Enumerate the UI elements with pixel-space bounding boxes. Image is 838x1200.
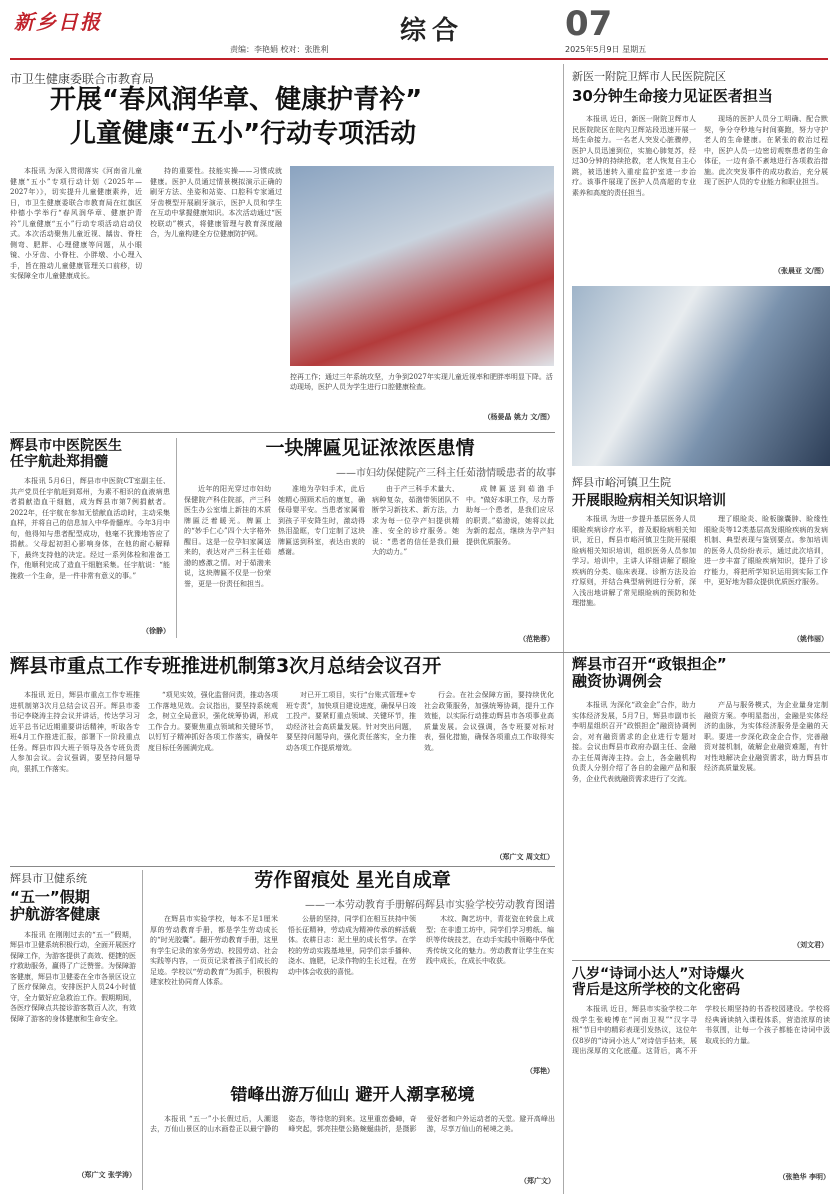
masthead-rule [10, 58, 828, 60]
meeting-body-col3: 对已开工项目，实行“台账式管理+专班专责”，加快项目建设进度，确保早日竣工投产。要紧盯重点领域、关键环节，推动经济社会高质量发展。针对突出问题，要坚持问题导向，强化责任落实，全力推动各项工作提质增效。 [286, 691, 416, 752]
plaque-title: 一块牌匾见证浓浓医患情 [265, 438, 475, 459]
lead-photo [290, 166, 554, 366]
finance-title-line1: 辉县市召开“政银担企” [572, 656, 727, 673]
lead-byline: （杨晏晶 姚力 文/图） [483, 412, 554, 421]
finance-body-col2: 产品与服务模式，为企业量身定制融资方案。李明星指出，金融是实体经济的血脉，为实体经济服务是金融的天职。要进一步深化政金企合作，完善融资对接机制，破解企业融资难题，有针对性地解决企业融资需求，助力辉县市经济高质量发展。 [704, 701, 828, 772]
lead-story [10, 68, 555, 428]
lead-body-col2: 持的重要性。技能实操——习惯成就健康。医护人员通过情景模拟演示正确的刷牙方法、坐姿和站姿、口腔科专家通过牙齿模型开展刷牙演示，医护人员和学生在互动中掌握健康知识。本次活动通过“医校联动”模式，将健康管理与教育深度融合，为儿童构建全方位健康防护网。 [150, 167, 282, 238]
doctor-byline: （徐静） [142, 626, 170, 636]
tourism-kicker: 辉县市卫健系统 [10, 872, 87, 885]
story-30-minutes [572, 68, 830, 278]
divider [10, 652, 830, 653]
lead-kicker: 市卫生健康委联合市教育局 [10, 72, 155, 86]
labor-body-col2: 公册的坚持，同学们在相互扶持中领悟长征精神，劳动成为精神传承的鲜活载体。农耕日志：泥土里的成长哲学。在学校的劳动实践基地里，同学们亲手播种、浇水、施肥，记录作物的生长过程，在劳动中体会收获的喜悦。 [288, 915, 416, 976]
story-young-poet [572, 966, 830, 1194]
r1-body-col2: 现场的医护人员分工明确、配合默契，争分夺秒地与时间赛跑，努力守护老人的生命健康。在紧张的救治过程中，医护人员一边密切观察患者的生命体征，一边有条不紊地进行各项救治措施。此次突发事件的成功救治，充分展现了医护人员的专业能力和职业担当。 [704, 115, 828, 186]
lead-body-col1: 本报讯 为深入贯彻落实《河南省儿童健康“五小”专项行动计划（2025年—2027年）》，切实提升儿童健康素养，近日，市卫生健康委联合市教育局在红旗区仲德小学举行“春风润华章、健康护青衿”儿童健康“五小”行动专项活动启动仪式。本次活动聚焦儿童近视、龋齿、脊柱侧弯、肥胖、心理健康等问题，从小眼镜、小牙齿、小脊柱、小胖墩、小心理入手，旨在推动儿童健康管理关口前移，切实保障全市儿童健康成长。 [10, 167, 142, 280]
story-marrow-donation [10, 438, 170, 648]
dateline: 2025年5月9日 星期五 [565, 45, 647, 54]
plaque-body-col3: 由于产三科手术量大、病种复杂，茹渤带领团队不断学习新技术、新方法，力求为每一位孕产妇提供精准、安全的诊疗服务。她说：“患者的信任是我们最大的动力。” [372, 485, 459, 556]
plaque-body-col1: 近年的阳光穿过市妇幼保健院产科住院部，产三科医生办公室墙上新挂的木质牌匾泛着暖光。牌匾上的“妙手仁心”四个大字格外醒目。这是一位孕妇家属送来的，表达对产三科主任茹渤的感激之情。对于茹渤来说，这块牌匾不仅是一份荣誉，更是一份责任和担当。 [184, 485, 271, 588]
story-plaque [184, 438, 556, 648]
lead-title-line1: 开展“春风润华章、健康护青衿” [50, 85, 423, 115]
story-labor-education [150, 870, 555, 1080]
labor-byline: （郑艳） [526, 1066, 554, 1075]
masthead [0, 0, 838, 62]
doctor-body: 本报讯 5月6日，辉县市中医院CT室副主任、共产党员任宇航赶到郑州，为素不相识的血液病患者捐献造血干细胞，成为辉县市第7例捐献者。2022年，任宇航在参加无偿献血活动时，主动采集血样，并将自己的信息加入中华骨髓库。今年3月中旬，他得知与患者配型成功，他毫不犹豫地答应了捐献。父母起初担心影响身体，在他的耐心解释下，最终支持他的决定。经过一系列体检和准备工作，他顺利完成了造血干细胞采集。任宇航说：“能挽救一个生命，是一件非常有意义的事。” [10, 477, 170, 580]
meeting-body-col1: 本报讯 近日，辉县市重点工作专班推进机制第3次月总结会议召开。辉县市委书记李晓涛主持会议并讲话，传达学习习近平总书记近期重要讲话精神，听取各专班4月工作推进汇报，部署下一阶段重点任务。辉县市四大班子领导及各专班负责人参加会议。会议强调，要坚持问题导向，狠抓工作落实。 [10, 691, 140, 773]
tour2-body: 本报讯 “五一”小长假过后，人潮退去，万仙山景区的山水画卷正以最宁静的姿态，等待您的到来。这里重峦叠嶂，奇峰突起，郭亮挂壁公路蜿蜒曲折，是摄影爱好者和户外运动者的天堂。避开高峰出游，尽享万仙山的秘境之美。 [150, 1114, 555, 1134]
poet-body: 本报讯 近日，辉县市实验学校二年级学生张峻博在“河南卫视”“汉字寻根”节目中的精彩表现引发热议，这位年仅8岁的“诗词小达人”对诗信手拈来，展现出深厚的文化底蕴。这背后，离不开学校长期坚持的书香校园建设。学校将经典诵读纳入课程体系，营造浓厚的读书氛围，让每一个孩子都能在诗词中汲取成长的力量。 [572, 1005, 830, 1056]
meeting-body-col2: “项见实效，强化监督问责，推动各项工作落地见效。会议指出，要坚持系统观念，树立全局意识，强化统筹协调，形成工作合力。要聚焦重点领域和关键环节，以钉钉子精神抓好各项工作落实，确保年度目标任务圆满完成。 [148, 691, 278, 752]
tourism-title-line1: “五一”假期 [10, 888, 90, 906]
r1-byline: （张晨亚 文/图） [774, 266, 828, 275]
eye-body-col2: 理了眼睑炎、睑板腺囊肿、睑缘性眼睑炎等12类基层高发眼睑疾病的发病机制、典型表现与鉴别要点。参加培训的医务人员纷纷表示，通过此次培训，进一步丰富了眼睑疾病知识，提升了诊疗能力，将把所学知识运用到实际工作中，更好地为群众提供优质医疗服务。 [704, 515, 828, 586]
story-eye-training [572, 474, 830, 649]
doctor-title-line2: 任宇航赴郑捐髓 [10, 454, 108, 471]
plaque-subtitle: ——市妇幼保健院产三科主任茹渤情暖患者的故事 [336, 467, 556, 479]
plaque-body-col2: 准地为孕妇手术，此后她精心照顾术后的康复，确保母婴平安。当患者家属看到孩子平安降生时，激动得热泪盈眶，专门定制了这块牌匾送到科室，表达由衷的感谢。 [278, 485, 365, 556]
r1-body-col1: 本报讯 近日，新医一附院卫辉市人民医院院区在院内卫辉站段迅速开展一场生命接力。一名老人突发心脏骤停，医护人员迅速到位，实施心肺复苏，经过30分钟的持续抢救，老人恢复自主心跳，被迅速转入重症监护室进一步治疗。该事件展现了医护人员高超的专业素养和高度的责任担当。 [572, 115, 696, 197]
story-holiday-health [10, 870, 136, 1194]
poet-title-line1: 八岁“诗词小达人”对诗爆火 [572, 966, 745, 982]
tour2-byline: （郑广文） [520, 1175, 555, 1185]
eye-title: 开展眼睑病相关知识培训 [572, 493, 726, 509]
finance-byline: （刘文君） [793, 940, 828, 949]
eye-body-col1: 本报讯 为进一步提升基层医务人员眼睑疾病诊疗水平，普及眼睑病相关知识，近日，辉县市峪河镇卫生院开展眼睑病相关知识培训，组织医务人员参加学习。培训中，主讲人详细讲解了眼睑疾病的分类、临床表现、诊断方法及治疗原则，并结合典型病例进行分析，深入浅出地讲解了常见眼睑病的预防和处理措施。 [572, 515, 696, 607]
labor-subtitle: ——一本劳动教育手册解码辉县市实验学校劳动教育图谱 [305, 899, 555, 911]
tourism-title-line2: 护航游客健康 [10, 905, 101, 924]
poet-byline: （张艳华 李明） [778, 1172, 830, 1182]
editors-line: 责编：李艳娟 校对：张胜利 [230, 45, 329, 54]
newspaper-logo: 新乡日报 [14, 10, 102, 34]
divider [10, 866, 555, 867]
labor-body-col1: 在辉县市实验学校，每本不足1厘米厚的劳动教育手册，都是学生劳动成长的“时光胶囊”。翻开劳动教育手册，这里有学生记录的家务劳动、校园劳动、社会实践等内容，一页页记录着孩子们成长的足迹。学校以“劳动教育”为抓手，积极构建家校社协同育人体系。 [150, 915, 278, 986]
meeting-byline: （郑广文 周文红） [495, 852, 554, 861]
r1-kicker: 新医一附院卫辉市人民医院院区 [572, 70, 726, 83]
story-finance [572, 656, 830, 956]
doctor-title-line1: 辉县市中医院医生 [10, 438, 122, 454]
divider [572, 960, 830, 961]
hospital-training-photo [572, 286, 830, 466]
poet-title-line2: 背后是这所学校的文化密码 [572, 982, 740, 999]
column-divider [563, 64, 564, 1194]
plaque-body-col4: 成牌匾送到茹渤手中。“做好本职工作，尽力帮助每一个患者，是我们应尽的职责。”茹渤说，她将以此为新的起点，继续为孕产妇提供优质服务。 [466, 485, 554, 546]
eye-byline: （姚伟丽） [793, 634, 828, 643]
section-title: 综合 [400, 16, 465, 46]
page-number: 07 [565, 4, 613, 44]
lead-photo-caption: 控再工作；通过三年系统攻坚，力争到2027年实现儿童近视率和肥胖率明显下降。活动现场，医护人员为学生进行口腔健康检查。 [290, 373, 553, 391]
meeting-body-col4: 行会。在社会保障方面，要持续优化社会政策服务，加强统筹协调，提升工作效能，以实际行动推动辉县市各项事业高质量发展。会议强调，各专班要对标对表，强化措施，确保各项重点工作取得实效。 [424, 691, 554, 752]
divider [10, 432, 555, 433]
labor-title: 劳作留痕处 星光自成章 [254, 870, 451, 891]
story-meeting [10, 656, 555, 866]
tour2-title: 错峰出游万仙山 避开人潮享秘境 [230, 1086, 475, 1105]
tourism-byline: （郑广文 张学涛） [77, 1169, 136, 1179]
finance-body-col1: 本报讯 为深化“政金企”合作，助力实体经济发展，5月7日，辉县市副市长李明星组织召开“政银担企”融资协调例会，对有融资需求的企业进行专题对接。会议由辉县市政府办副主任、金融办主任周海涛主持。会上，各金融机构负责人分别介绍了各自的金融产品和服务，企业代表就融资需求进行了交流。 [572, 701, 696, 783]
meeting-title: 辉县市重点工作专班推进机制第3次月总结会议召开 [10, 656, 442, 677]
finance-title-line2: 融资协调例会 [572, 672, 663, 691]
labor-body-col3: 木纹、陶艺坊中，青花瓷在转盘上成型；在非遗工坊中，同学们学习剪纸、编织等传统技艺，在动手实践中领略中华优秀传统文化的魅力。劳动教育让学生在实践中成长，在成长中收获。 [426, 915, 554, 965]
column-divider [176, 438, 177, 638]
plaque-byline: （范艳蓉） [519, 634, 554, 643]
story-wanxian-mountain [150, 1086, 555, 1194]
lead-title-line2: 儿童健康“五小”行动专项活动 [70, 119, 417, 149]
column-divider [142, 870, 143, 1190]
tourism-body: 本报讯 在刚刚过去的“五一”假期，辉县市卫健系统积极行动，全面开展医疗保障工作，为游客提供了高效、便捷的医疗救助服务，赢得了广泛赞誉。为保障游客健康，辉县市卫健委在全市各景区设立了医疗保障点，安排医护人员24小时值守，全力做好应急救治工作。假期期间，各医疗保障点共接诊游客数百人次，有效保障了游客的身体健康和生命安全。 [10, 930, 136, 1023]
r1-title: 30分钟生命接力见证医者担当 [572, 87, 773, 105]
eye-kicker: 辉县市峪河镇卫生院 [572, 476, 671, 489]
